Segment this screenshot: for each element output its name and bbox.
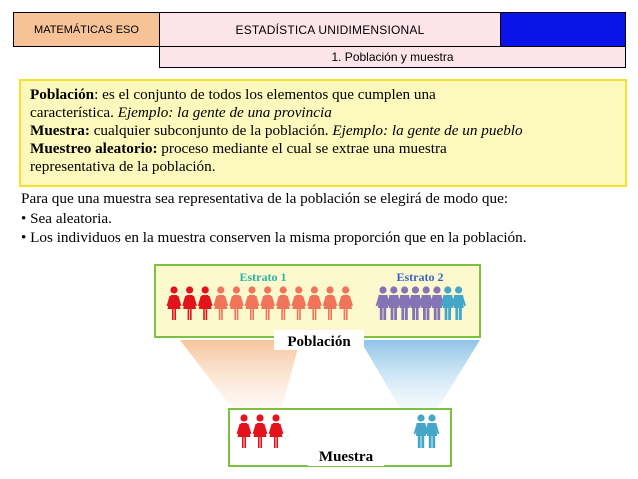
paragraph-bullet-2: • Los individuos en la muestra conserven la misma proporción que en la población. bbox=[21, 229, 527, 246]
population-label: Población bbox=[287, 334, 351, 350]
funnel-stratum-2 bbox=[360, 340, 480, 408]
muestreo-text: proceso mediante el cual se extrae una muestra bbox=[157, 139, 447, 157]
muestra-term: Muestra: bbox=[30, 121, 90, 139]
stratum-2-label: Estrato 2 bbox=[396, 270, 444, 284]
sample-label: Muestra bbox=[318, 449, 374, 465]
muestreo-text-cont: representativa de la población. bbox=[30, 157, 216, 175]
topic-label: ESTADÍSTICA UNIDIMENSIONAL bbox=[235, 22, 425, 37]
funnel-stratum-1 bbox=[180, 340, 300, 408]
lesson-label: 1. Población y muestra bbox=[331, 50, 454, 64]
muestra-example: Ejemplo: la gente de un pueblo bbox=[332, 121, 523, 139]
stratum-1-label: Estrato 1 bbox=[239, 270, 287, 284]
subject-label: MATEMÁTICAS ESO bbox=[34, 23, 139, 36]
paragraph-bullet-1: • Sea aleatoria. bbox=[21, 209, 112, 227]
poblacion-text-cont: característica. bbox=[30, 103, 118, 121]
poblacion-example: Ejemplo: la gente de una provincia bbox=[117, 103, 332, 121]
paragraph-intro: Para que una muestra sea representativa de la población se elegirá de modo que: bbox=[21, 190, 509, 207]
poblacion-term: Población bbox=[30, 86, 95, 103]
muestra-text: cualquier subconjunto de la población. bbox=[89, 121, 333, 139]
muestreo-term: Muestreo aleatorio: bbox=[30, 139, 158, 157]
poblacion-text: : es el conjunto de todos los elementos que cumplen una bbox=[94, 86, 436, 103]
